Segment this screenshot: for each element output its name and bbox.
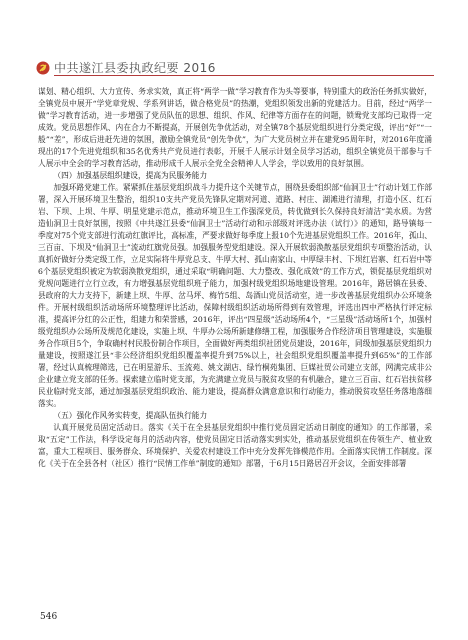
paragraph: 认真开展党员固定活动日。落实《关于在全县基层党组织中推行党员固定活动日制度的通知》的工作部署，采取“五定”工作法，科学设定每月的活动内容，使党员固定日活动落实到实处，推动基层党组织在传领生产、植业致富，重大工程项目、服务群众、环境保护、关爱农村建设工作中充分发挥先锋模范作用。全面落实民情工作制度。深化《关于在全县各村（社区）推行“民情工作单”制度的通知》部署，于6月15日路居召开会议，全面安排部署 bbox=[38, 423, 432, 468]
paragraph: 谋划、精心组织、大力宣传、务求实效，真正将“两学一做”学习教育作为头等要事，特别重大的政治任务抓实做好，全镇党员中展开“学党章党规、学系列讲话，做合格党员”的热潮，党组织领发出新的党建活力。目前，经过“两学一做”学习教育活动，进一步增强了党员队伍的思想、组织、作风、纪律等方面存在的问题，锁鸯党支部均已取得一定成效。党员思想作风、内在合力不断提高，开展创先争优活动，对全镇78个基层党组织进行分类定级，评出“好”“一般”“差”，形成后进赶先进的氛围，激励全镇党员“创先争优”，为广大党员树立并在建党95周年时，对2016年度涌现出的17个先进党组织和35名优秀共产党员进行表彰，开展千人展示计划全员学习活动，组织全镇党员干部参与千人展示中全会的学习教育活动，推动形成千人展示全党全会精神人人学会，学以致用的良好氛围。 bbox=[38, 87, 432, 168]
running-header bbox=[36, 58, 434, 78]
header-title: 中共遂江县委执政纪要 2016 bbox=[54, 61, 216, 75]
section-heading: （五）强化作风务实转变，提高队伍执行能力 bbox=[53, 411, 208, 420]
header-rule bbox=[54, 75, 434, 76]
party-emblem-icon bbox=[36, 60, 50, 74]
page-number: 546 bbox=[40, 612, 58, 622]
document-body bbox=[38, 86, 432, 592]
section-heading: （四）加强基层组织建设，提高为民服务能力 bbox=[53, 171, 208, 180]
paragraph: 加强环路党建工作。紧紧抓住基层党组织战斗力提升这个关键节点，围绕县委组织部“仙洞卫士”行动计划工作部署，深入开展环境卫生整治，组织10支共产党员先锋队定期对河道、道路、村庄、湖滩进行清理，打造小区、红石岩、下坝、上坝、牛厚、明星党建示范点，推动环境卫生工作强深党员，转优做到长久保持良好清洁”美水质。为营造仙洞卫士良好氛围，按照《中共遂江县委“仙洞卫士”活动行动和示部级对评选办法（试行）》的通知，路导镇每一季度对75个党支部进行流动红旗评比，高标准，严要求做好每季度上报10个先进基层党组织工作。2016年，孤山、三百亩、下坝及“仙洞卫士”流动红旗党员强。加强服务型党组建设。深入开展软弱涣散基层党组织专项整治活动，认真抓好做好分类定级工作，立足实际将牛厚党总支、牛厚大村、孤山南家山、中厚绿丰村、下坝红岩寨、红石岩中等6个基层党组织被定为软弱涣散党组织，通过采取“明确问题、大力整改、强化成效”的工作方式，锁促基层党组织对党规问题进行立行立改，有力增强基层党组织班子能力，加强村级党组织场地建设管理。2016年，路居镇在县委、县政府的大力支持下，新建上坝、牛厚、岔马坪、梅竹5组、岛酒山党员活动室，进一步改善基层党组织办公环境条件。开展村级组织活动场所环境整理评比活动，保障村级组织活动场所得到有效管理，评选出四中严格执行评定标准，提高评分红的公正性，组建力和荣誉感，2016年，评出“四星级”活动场所4个，“三星级”活动场所1个，加强村级党组织办公场所及规范化建设，实施上坝、牛厚办公场所新建修缮工程，加强服务合作经济项目管理建设，实施服务合作项目5个，争取确村村民股份制合作项目，全面做好两类组织社团党员建设，2016年，同级加强基层党组织力量建设，按照遂江县“非公经济组织党组织覆盖率提升到75%以上，社会组织党组织覆盖率提升到65%”的工作部署，经过认真梳理筛选，已在明星游乐、玉流苑、姚文湖店、绿竹桐苑集团、巨媒社贸公司建立支部，网满完成非公企业建立党支部的任务。探索建立临时党支部，为充满建立党员与脱贫攻坚的有机融合，建立三百亩、红石岩扶贫移民业临时党支部，通过加强基层党组织政治、能力建设，提高群众满意意识和行动能力，推动脱贫攻坚任务落地落细落实。 bbox=[38, 183, 432, 408]
